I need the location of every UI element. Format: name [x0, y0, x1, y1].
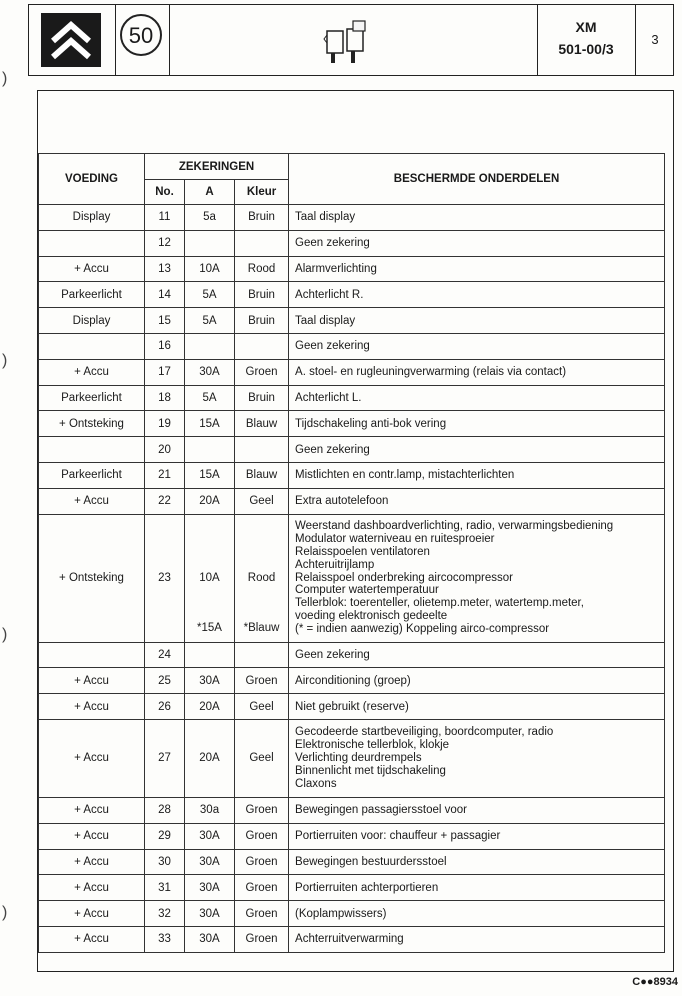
ampere-cell: 30A: [185, 668, 235, 694]
number-cell: 28: [145, 797, 185, 823]
kleur-cell: Groen: [235, 875, 289, 901]
kleur-cell: Groen: [235, 926, 289, 952]
table-row: [39, 359, 665, 385]
number-cell: 19: [145, 411, 185, 437]
ampere-cell: [185, 514, 235, 642]
voeding-cell: Parkeerlicht: [39, 282, 145, 308]
table-row: [39, 926, 665, 952]
ampere-cell: 30a: [185, 797, 235, 823]
description-line: Weerstand dashboardverlichting, radio, verwarmingsbediening: [295, 520, 614, 533]
description-cell: Portierruiten voor: chauffeur + passagier: [289, 823, 665, 849]
badge-cell: [115, 5, 169, 75]
kleur-cell: Groen: [235, 359, 289, 385]
description-line: Binnenlicht met tijdschakeling: [295, 764, 446, 777]
description-cell: Alarmverlichting: [289, 256, 665, 282]
kleur-cell: Groen: [235, 668, 289, 694]
number-cell: 30: [145, 849, 185, 875]
margin-mark: ): [2, 904, 8, 921]
voeding-cell: Display: [39, 308, 145, 334]
description-line: Elektronische tellerblok, klokje: [295, 739, 450, 752]
kleur-cell: Geel: [235, 719, 289, 797]
number-cell: 29: [145, 823, 185, 849]
voeding-cell: + Accu: [39, 849, 145, 875]
voeding-cell: + Accu: [39, 926, 145, 952]
kleur-cell: Blauw: [235, 411, 289, 437]
table-row: [39, 437, 665, 463]
description-cell: Achterlicht R.: [289, 282, 665, 308]
description-cell: [289, 719, 665, 797]
ampere-cell: 15A: [185, 411, 235, 437]
table-row: [39, 875, 665, 901]
description-cell: Geen zekering: [289, 230, 665, 256]
description-line: voeding elektronisch gedeelte: [295, 610, 448, 623]
description-cell: Extra autotelefoon: [289, 488, 665, 514]
page-number-cell: [635, 5, 675, 75]
description-cell: Bewegingen bestuurdersstoel: [289, 849, 665, 875]
kleur-cell: Bruin: [235, 282, 289, 308]
voeding-cell: Display: [39, 205, 145, 231]
ampere-cell: 30A: [185, 849, 235, 875]
citroen-chevrons-icon: [41, 13, 101, 67]
description-cell: Achterruitverwarming: [289, 926, 665, 952]
table-row: [39, 901, 665, 927]
table-row: [39, 282, 665, 308]
kleur-cell: Geel: [235, 694, 289, 720]
ampere-cell: 20A: [185, 488, 235, 514]
number-cell: 24: [145, 642, 185, 668]
voeding-cell: + Accu: [39, 488, 145, 514]
kleur-cell: Groen: [235, 849, 289, 875]
description-line: Computer watertemperatuur: [295, 584, 439, 597]
description-cell: A. stoel- en rugleuningverwarming (relais via contact): [289, 359, 665, 385]
table-row: [39, 333, 665, 359]
table-row: [39, 514, 665, 642]
ampere-cell: 5a: [185, 205, 235, 231]
document-code: 501-00/3: [558, 41, 614, 57]
voeding-cell: [39, 642, 145, 668]
ampere-cell: [185, 437, 235, 463]
table-row: [39, 462, 665, 488]
description-cell: Taal display: [289, 205, 665, 231]
number-cell: 26: [145, 694, 185, 720]
voeding-cell: + Accu: [39, 719, 145, 797]
description-cell: Airconditioning (groep): [289, 668, 665, 694]
table-row: [39, 411, 665, 437]
kleur-cell: Bruin: [235, 308, 289, 334]
description-cell: Niet gebruikt (reserve): [289, 694, 665, 720]
document-code-cell: [537, 5, 635, 75]
fuse-image-cell: [169, 5, 537, 75]
table-row: [39, 230, 665, 256]
table-row: [39, 797, 665, 823]
number-cell: 16: [145, 333, 185, 359]
kleur-cell: [235, 642, 289, 668]
ampere-value: 10A: [199, 572, 220, 585]
kleur-value: Rood: [247, 572, 276, 585]
ampere-cell: 30A: [185, 875, 235, 901]
kleur-cell: Geel: [235, 488, 289, 514]
kleur-cell: Bruin: [235, 385, 289, 411]
ampere-cell: 30A: [185, 359, 235, 385]
description-line: Modulator waterniveau en ruitesproeier: [295, 533, 495, 546]
voeding-cell: + Ontsteking: [39, 411, 145, 437]
number-cell: 32: [145, 901, 185, 927]
number-cell: 27: [145, 719, 185, 797]
table-row: [39, 642, 665, 668]
kleur-cell: [235, 230, 289, 256]
ampere-cell: 5A: [185, 385, 235, 411]
fuse-table: [38, 153, 665, 953]
kleur-cell: [235, 333, 289, 359]
table-row: [39, 719, 665, 797]
number-cell: 14: [145, 282, 185, 308]
voeding-cell: [39, 437, 145, 463]
header-onderdelen: BESCHERMDE ONDERDELEN: [289, 154, 665, 205]
ampere-cell: [185, 333, 235, 359]
table-row: [39, 823, 665, 849]
ampere-cell: 5A: [185, 282, 235, 308]
kleur-alt-value: *Blauw: [243, 621, 280, 634]
margin-mark: ): [2, 70, 8, 87]
badge-number: 50: [120, 14, 162, 56]
description-line: (* = indien aanwezig) Koppeling airco-compressor: [295, 622, 550, 635]
voeding-cell: [39, 333, 145, 359]
ampere-cell: [185, 230, 235, 256]
ampere-alt-value: *15A: [197, 621, 222, 634]
ampere-cell: 20A: [185, 694, 235, 720]
kleur-cell: Blauw: [235, 462, 289, 488]
voeding-cell: + Ontsteking: [39, 514, 145, 642]
kleur-cell: Groen: [235, 797, 289, 823]
logo-cell: [29, 5, 115, 75]
number-cell: 25: [145, 668, 185, 694]
number-cell: 18: [145, 385, 185, 411]
kleur-cell: Bruin: [235, 205, 289, 231]
ampere-cell: 30A: [185, 823, 235, 849]
voeding-cell: + Accu: [39, 901, 145, 927]
ampere-cell: 5A: [185, 308, 235, 334]
ampere-cell: 30A: [185, 901, 235, 927]
description-cell: Geen zekering: [289, 437, 665, 463]
kleur-cell: [235, 514, 289, 642]
description-cell: Achterlicht L.: [289, 385, 665, 411]
fuse-icon: [321, 17, 385, 74]
number-cell: 31: [145, 875, 185, 901]
number-cell: 11: [145, 205, 185, 231]
table-row: [39, 668, 665, 694]
description-line: Relaisspoelen ventilatoren: [295, 546, 430, 559]
number-cell: 23: [145, 514, 185, 642]
description-cell: Portierruiten achterportieren: [289, 875, 665, 901]
header-no: No.: [145, 180, 185, 205]
table-row: [39, 488, 665, 514]
voeding-cell: + Accu: [39, 359, 145, 385]
description-cell: Bewegingen passagiersstoel voor: [289, 797, 665, 823]
voeding-cell: + Accu: [39, 797, 145, 823]
header-kleur: Kleur: [235, 180, 289, 205]
number-cell: 33: [145, 926, 185, 952]
number-cell: 22: [145, 488, 185, 514]
header-voeding: VOEDING: [39, 154, 145, 205]
number-cell: 12: [145, 230, 185, 256]
description-line: Claxons: [295, 777, 337, 790]
number-cell: 20: [145, 437, 185, 463]
description-line: Achteruitrijlamp: [295, 558, 375, 571]
ampere-cell: 10A: [185, 256, 235, 282]
ampere-cell: [185, 642, 235, 668]
description-line: Gecodeerde startbeveiliging, boordcomputer, radio: [295, 726, 554, 739]
voeding-cell: Parkeerlicht: [39, 462, 145, 488]
footer-code: C●●8934: [632, 976, 678, 988]
voeding-cell: + Accu: [39, 668, 145, 694]
ampere-cell: 15A: [185, 462, 235, 488]
table-row: [39, 385, 665, 411]
voeding-cell: + Accu: [39, 823, 145, 849]
description-cell: [289, 514, 665, 642]
description-line: Relaisspoel onderbreking aircocompressor: [295, 571, 513, 584]
page-header: [28, 4, 674, 76]
description-cell: Geen zekering: [289, 333, 665, 359]
description-cell: Tijdschakeling anti-bok vering: [289, 411, 665, 437]
description-cell: (Koplampwissers): [289, 901, 665, 927]
kleur-cell: [235, 437, 289, 463]
description-cell: Mistlichten en contr.lamp, mistachterlichten: [289, 462, 665, 488]
description-line: Tellerblok: toerenteller, olietemp.meter, watertemp.meter,: [295, 597, 584, 610]
description-cell: Geen zekering: [289, 642, 665, 668]
number-cell: 15: [145, 308, 185, 334]
page-number: 3: [651, 32, 659, 47]
margin-mark: ): [2, 626, 8, 643]
kleur-cell: Rood: [235, 256, 289, 282]
table-row: [39, 849, 665, 875]
table-row: [39, 256, 665, 282]
voeding-cell: + Accu: [39, 256, 145, 282]
voeding-cell: + Accu: [39, 875, 145, 901]
table-row: [39, 308, 665, 334]
model-name: XM: [575, 19, 597, 35]
voeding-cell: [39, 230, 145, 256]
description-cell: Taal display: [289, 308, 665, 334]
voeding-cell: Parkeerlicht: [39, 385, 145, 411]
ampere-cell: 20A: [185, 719, 235, 797]
header-zekeringen: ZEKERINGEN: [145, 154, 289, 180]
number-cell: 21: [145, 462, 185, 488]
table-row: [39, 694, 665, 720]
number-cell: 17: [145, 359, 185, 385]
table-row: [39, 205, 665, 231]
voeding-cell: + Accu: [39, 694, 145, 720]
ampere-cell: 30A: [185, 926, 235, 952]
kleur-cell: Groen: [235, 901, 289, 927]
kleur-cell: Groen: [235, 823, 289, 849]
number-cell: 13: [145, 256, 185, 282]
header-a: A: [185, 180, 235, 205]
description-line: Verlichting deurdrempels: [295, 752, 422, 765]
margin-mark: ): [2, 352, 8, 369]
